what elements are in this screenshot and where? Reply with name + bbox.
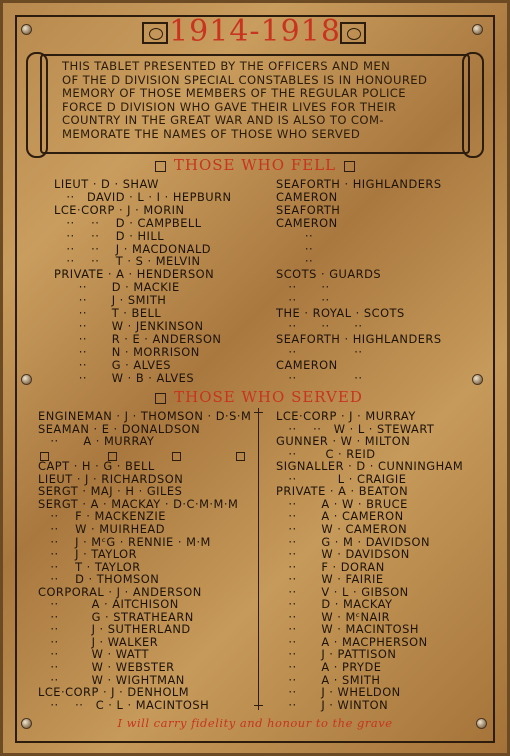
divider-cross: [254, 705, 263, 706]
scroll-roll-left: [26, 52, 48, 158]
name-entry-left: ·· DAVID · L · I · HEPBURN: [54, 189, 232, 204]
dedication-line: MEMORY OF THOSE MEMBERS OF THE REGULAR POLICE: [62, 86, 406, 100]
name-entry-right: ·· A · W · BRUCE: [276, 496, 408, 511]
name-entry-left: ·· T · BELL: [54, 306, 162, 320]
name-entry-right: CAMERON: [276, 357, 338, 372]
name-entry-left: ·· W · MUIRHEAD: [38, 521, 165, 536]
name-entry-left: ·· G · STRATHEARN: [38, 609, 194, 624]
screw: [472, 374, 483, 385]
name-entry-right: ·· W · DAVIDSON: [276, 547, 410, 562]
name-entry-left: LCE·CORP · J · DENHOLM: [38, 685, 190, 700]
name-entry-left: ·· W · WEBSTER: [38, 660, 175, 674]
name-entry-right: CAMERON: [276, 189, 338, 204]
name-entry-left: ·· J · TAYLOR: [38, 547, 138, 562]
name-entry-left: CORPORAL · J · ANDERSON: [38, 584, 202, 599]
name-entry-right: ·· ·· W · L · STEWART: [276, 421, 435, 436]
column-divider: [258, 408, 259, 710]
square-ornament-icon: [236, 452, 245, 461]
name-entry-left: ·· J · WALKER: [38, 634, 159, 649]
motto: I will carry fidelity and honour to the grave: [117, 716, 393, 730]
name-entry-right: ·· ··: [276, 293, 330, 308]
name-entry-right: ·· W · MᶜNAIR: [276, 609, 391, 624]
dedication-line: THIS TABLET PRESENTED BY THE OFFICERS AND MEN: [62, 59, 391, 73]
name-entry-left: ·· G · ALVES: [54, 357, 171, 372]
name-entry-right: THE · ROYAL · SCOTS: [276, 306, 405, 320]
square-ornament-icon: [344, 161, 355, 172]
square-ornament-icon: [155, 161, 166, 172]
name-entry-left: ·· A · MURRAY: [38, 434, 155, 449]
name-entry-right: ·· W · MACINTOSH: [276, 622, 419, 637]
name-entry-right: ·· A · MACPHERSON: [276, 634, 428, 649]
square-ornament-icon: [155, 393, 166, 404]
name-entry-right: GUNNER · W · MILTON: [276, 434, 411, 449]
name-entry-left: ·· J · SUTHERLAND: [38, 622, 191, 637]
dedication-text: [62, 60, 448, 141]
name-entry-left: ·· W · B · ALVES: [54, 370, 195, 385]
name-entry-left: ·· D · MACKIE: [54, 280, 180, 295]
dedication-line: MEMORATE THE NAMES OF THOSE WHO SERVED: [62, 126, 361, 141]
fell-heading-text: THOSE WHO FELL: [173, 156, 337, 174]
served-heading: [0, 388, 510, 406]
name-entry-right: LCE·CORP · J · MURRAY: [276, 409, 416, 423]
name-entry-right: ·· G · M · DAVIDSON: [276, 534, 430, 549]
name-entry-right: SIGNALLER · D · CUNNINGHAM: [276, 459, 464, 474]
name-entry-right: ·· V · L · GIBSON: [276, 584, 409, 599]
name-entry-left: LIEUT · J · RICHARDSON: [38, 471, 184, 486]
divider-cross: [254, 412, 263, 413]
name-entry-left: SEAMAN · E · DONALDSON: [38, 421, 201, 436]
name-entry-left: ·· J · MᶜG · RENNIE · M·M: [38, 534, 211, 549]
name-entry-right: ·· C · REID: [276, 446, 376, 461]
name-entry-left: PRIVATE · A · HENDERSON: [54, 267, 215, 282]
name-entry-right: ·· J · WHELDON: [276, 685, 401, 700]
name-entry-right: ·· ·· ··: [276, 318, 363, 333]
name-entry-left: ·· T · TAYLOR: [38, 559, 141, 574]
name-entry-left: CAPT · H · G · BELL: [38, 459, 155, 474]
dedication-line: OF THE D DIVISION SPECIAL CONSTABLES IS IN HONOURED: [62, 72, 428, 87]
name-entry-left: ·· R · E · ANDERSON: [54, 331, 222, 346]
plaque-title: 1914-1918: [169, 14, 341, 49]
name-entry-left: ·· ·· D · CAMPBELL: [54, 215, 202, 230]
name-entry-right: ·· ··: [276, 280, 330, 295]
served-heading-text: THOSE WHO SERVED: [174, 388, 363, 406]
name-entry-left: SERGT · A · MACKAY · D·C·M·M·M: [38, 496, 239, 511]
dedication-line: COUNTRY IN THE GREAT WAR AND IS ALSO TO COM-: [62, 113, 384, 127]
name-entry-right: ·· W · CAMERON: [276, 521, 408, 536]
name-entry-right: SEAFORTH: [276, 202, 341, 217]
name-entry-left: LIEUT · D · SHAW: [54, 177, 159, 191]
name-entry-right: ·· W · FAIRIE: [276, 572, 384, 587]
name-entry-right: ·· D · MACKAY: [276, 597, 393, 612]
name-entry-right: ·· ··: [276, 344, 363, 359]
name-entry-right: SEAFORTH · HIGHLANDERS: [276, 177, 442, 191]
name-entry-right: ·· A · CAMERON: [276, 509, 404, 524]
name-entry-left: ·· W · WIGHTMAN: [38, 672, 185, 687]
name-entry-right: SCOTS · GUARDS: [276, 267, 382, 282]
name-entry-left: ENGINEMAN · J · THOMSON · D·S·M: [38, 409, 252, 423]
name-entry-right: ·· ··: [276, 370, 363, 385]
name-entry-left: ·· J · SMITH: [54, 293, 167, 308]
name-entry-left: ·· ·· C · L · MACINTOSH: [38, 697, 210, 712]
name-entry-left: SERGT · MAJ · H · GILES: [38, 484, 183, 499]
screw: [21, 374, 32, 385]
scroll-roll-right: [462, 52, 484, 158]
name-entry-left: ·· ·· J · MACDONALD: [54, 241, 212, 256]
name-entry-left: ·· W · WATT: [38, 647, 149, 662]
name-entry-right: CAMERON: [276, 215, 338, 230]
name-entry-right: ·· J · WINTON: [276, 697, 389, 712]
name-entry-right: ·· J · PATTISON: [276, 647, 397, 662]
name-entry-right: ·· A · PRYDE: [276, 660, 382, 674]
name-entry-left: ·· N · MORRISON: [54, 344, 200, 359]
name-entry-left: ·· D · THOMSON: [38, 572, 160, 587]
square-ornament-icon: [172, 452, 181, 461]
name-entry-right: ·· L · CRAIGIE: [276, 471, 407, 486]
name-entry-right: ··: [276, 254, 314, 269]
name-entry-right: ··: [276, 241, 314, 256]
name-entry-left: ·· W · JENKINSON: [54, 318, 204, 333]
fell-heading: [0, 156, 510, 174]
name-entry-right: ·· A · SMITH: [276, 672, 381, 687]
name-entry-right: PRIVATE · A · BEATON: [276, 484, 409, 499]
name-entry-right: ··: [276, 228, 314, 243]
name-entry-left: ·· ·· T · S · MELVIN: [54, 254, 201, 269]
name-entry-right: SEAFORTH · HIGHLANDERS: [276, 331, 442, 346]
name-entry-left: LCE·CORP · J · MORIN: [54, 202, 185, 217]
dedication-line: FORCE D DIVISION WHO GAVE THEIR LIVES FOR THEIR: [62, 99, 397, 114]
name-entry-left: ·· A · AITCHISON: [38, 597, 179, 612]
name-entry-left: ·· ·· D · HILL: [54, 228, 165, 243]
name-entry-left: ·· F · MACKENZIE: [38, 509, 166, 524]
name-entry-right: ·· F · DORAN: [276, 559, 385, 574]
